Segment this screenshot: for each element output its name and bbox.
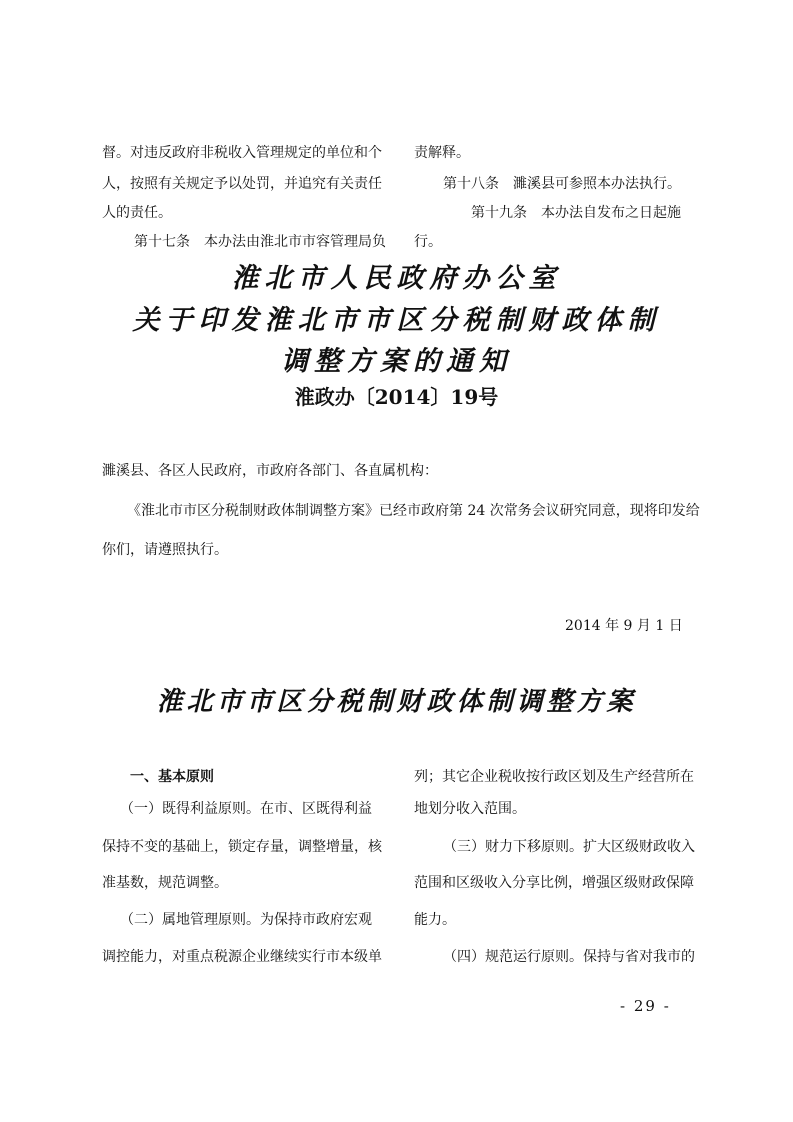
plan-right-line-2: 地划分收入范围。 (414, 801, 526, 817)
plan-right-line-3: （三）财力下移原则。扩大区级财政收入 (443, 839, 695, 855)
plan-right-line-4: 范围和区级收入分享比例，增强区级财政保障 (414, 875, 694, 891)
notice-date: 2014 年 9 月 1 日 (565, 618, 683, 634)
plan-right-line-1: 列；其它企业税收按行政区划及生产经营所在 (414, 769, 694, 785)
plan-title: 淮北市市区分税制财政体制调整方案 (156, 687, 637, 717)
plan-right-line-5: 能力。 (414, 912, 456, 928)
top-left-line-1: 督。对违反政府非税收入管理规定的单位和个 (102, 145, 382, 161)
plan-left-line-2: （一）既得利益原则。在市、区既得利益 (120, 801, 372, 817)
top-right-line-4: 行。 (414, 234, 442, 250)
notice-title-line-3: 调整方案的通知 (281, 346, 512, 377)
top-right-line-2: 第十八条 濉溪县可参照本办法执行。 (443, 176, 681, 192)
top-left-line-2: 人，按照有关规定予以处罚，并追究有关责任 (102, 176, 382, 192)
doc-number: 淮政办〔2014〕19号 (294, 385, 499, 409)
plan-left-line-4: 准基数，规范调整。 (102, 875, 228, 891)
plan-left-line-3: 保持不变的基础上，锁定存量，调整增量，核 (102, 839, 382, 855)
top-right-line-3: 第十九条 本办法自发布之日起施 (471, 205, 681, 221)
notice-body-line-1: 《淮北市市区分税制财政体制调整方案》已经市政府第 24 次常务会议研究同意，现将印发给 (127, 503, 700, 519)
top-left-line-4: 第十七条 本办法由淮北市市容管理局负 (134, 234, 386, 250)
section-heading: 一、基本原则 (130, 769, 214, 785)
plan-left-line-5: （二）属地管理原则。为保持市政府宏观 (120, 912, 372, 928)
plan-left-line-6: 调控能力，对重点税源企业继续实行市本级单 (102, 949, 382, 965)
addressee: 濉溪县、各区人民政府，市政府各部门、各直属机构： (102, 463, 438, 479)
plan-right-line-6: （四）规范运行原则。保持与省对我市的 (443, 949, 695, 965)
top-left-line-3: 人的责任。 (102, 205, 172, 221)
notice-title-line-2: 关于印发淮北市市区分税制财政体制 (132, 305, 661, 336)
notice-body-line-2: 你们，请遵照执行。 (102, 542, 228, 558)
notice-title-line-1: 淮北市人民政府办公室 (231, 263, 562, 294)
top-right-line-1: 责解释。 (414, 145, 470, 161)
page-number: - 29 - (620, 997, 671, 1015)
